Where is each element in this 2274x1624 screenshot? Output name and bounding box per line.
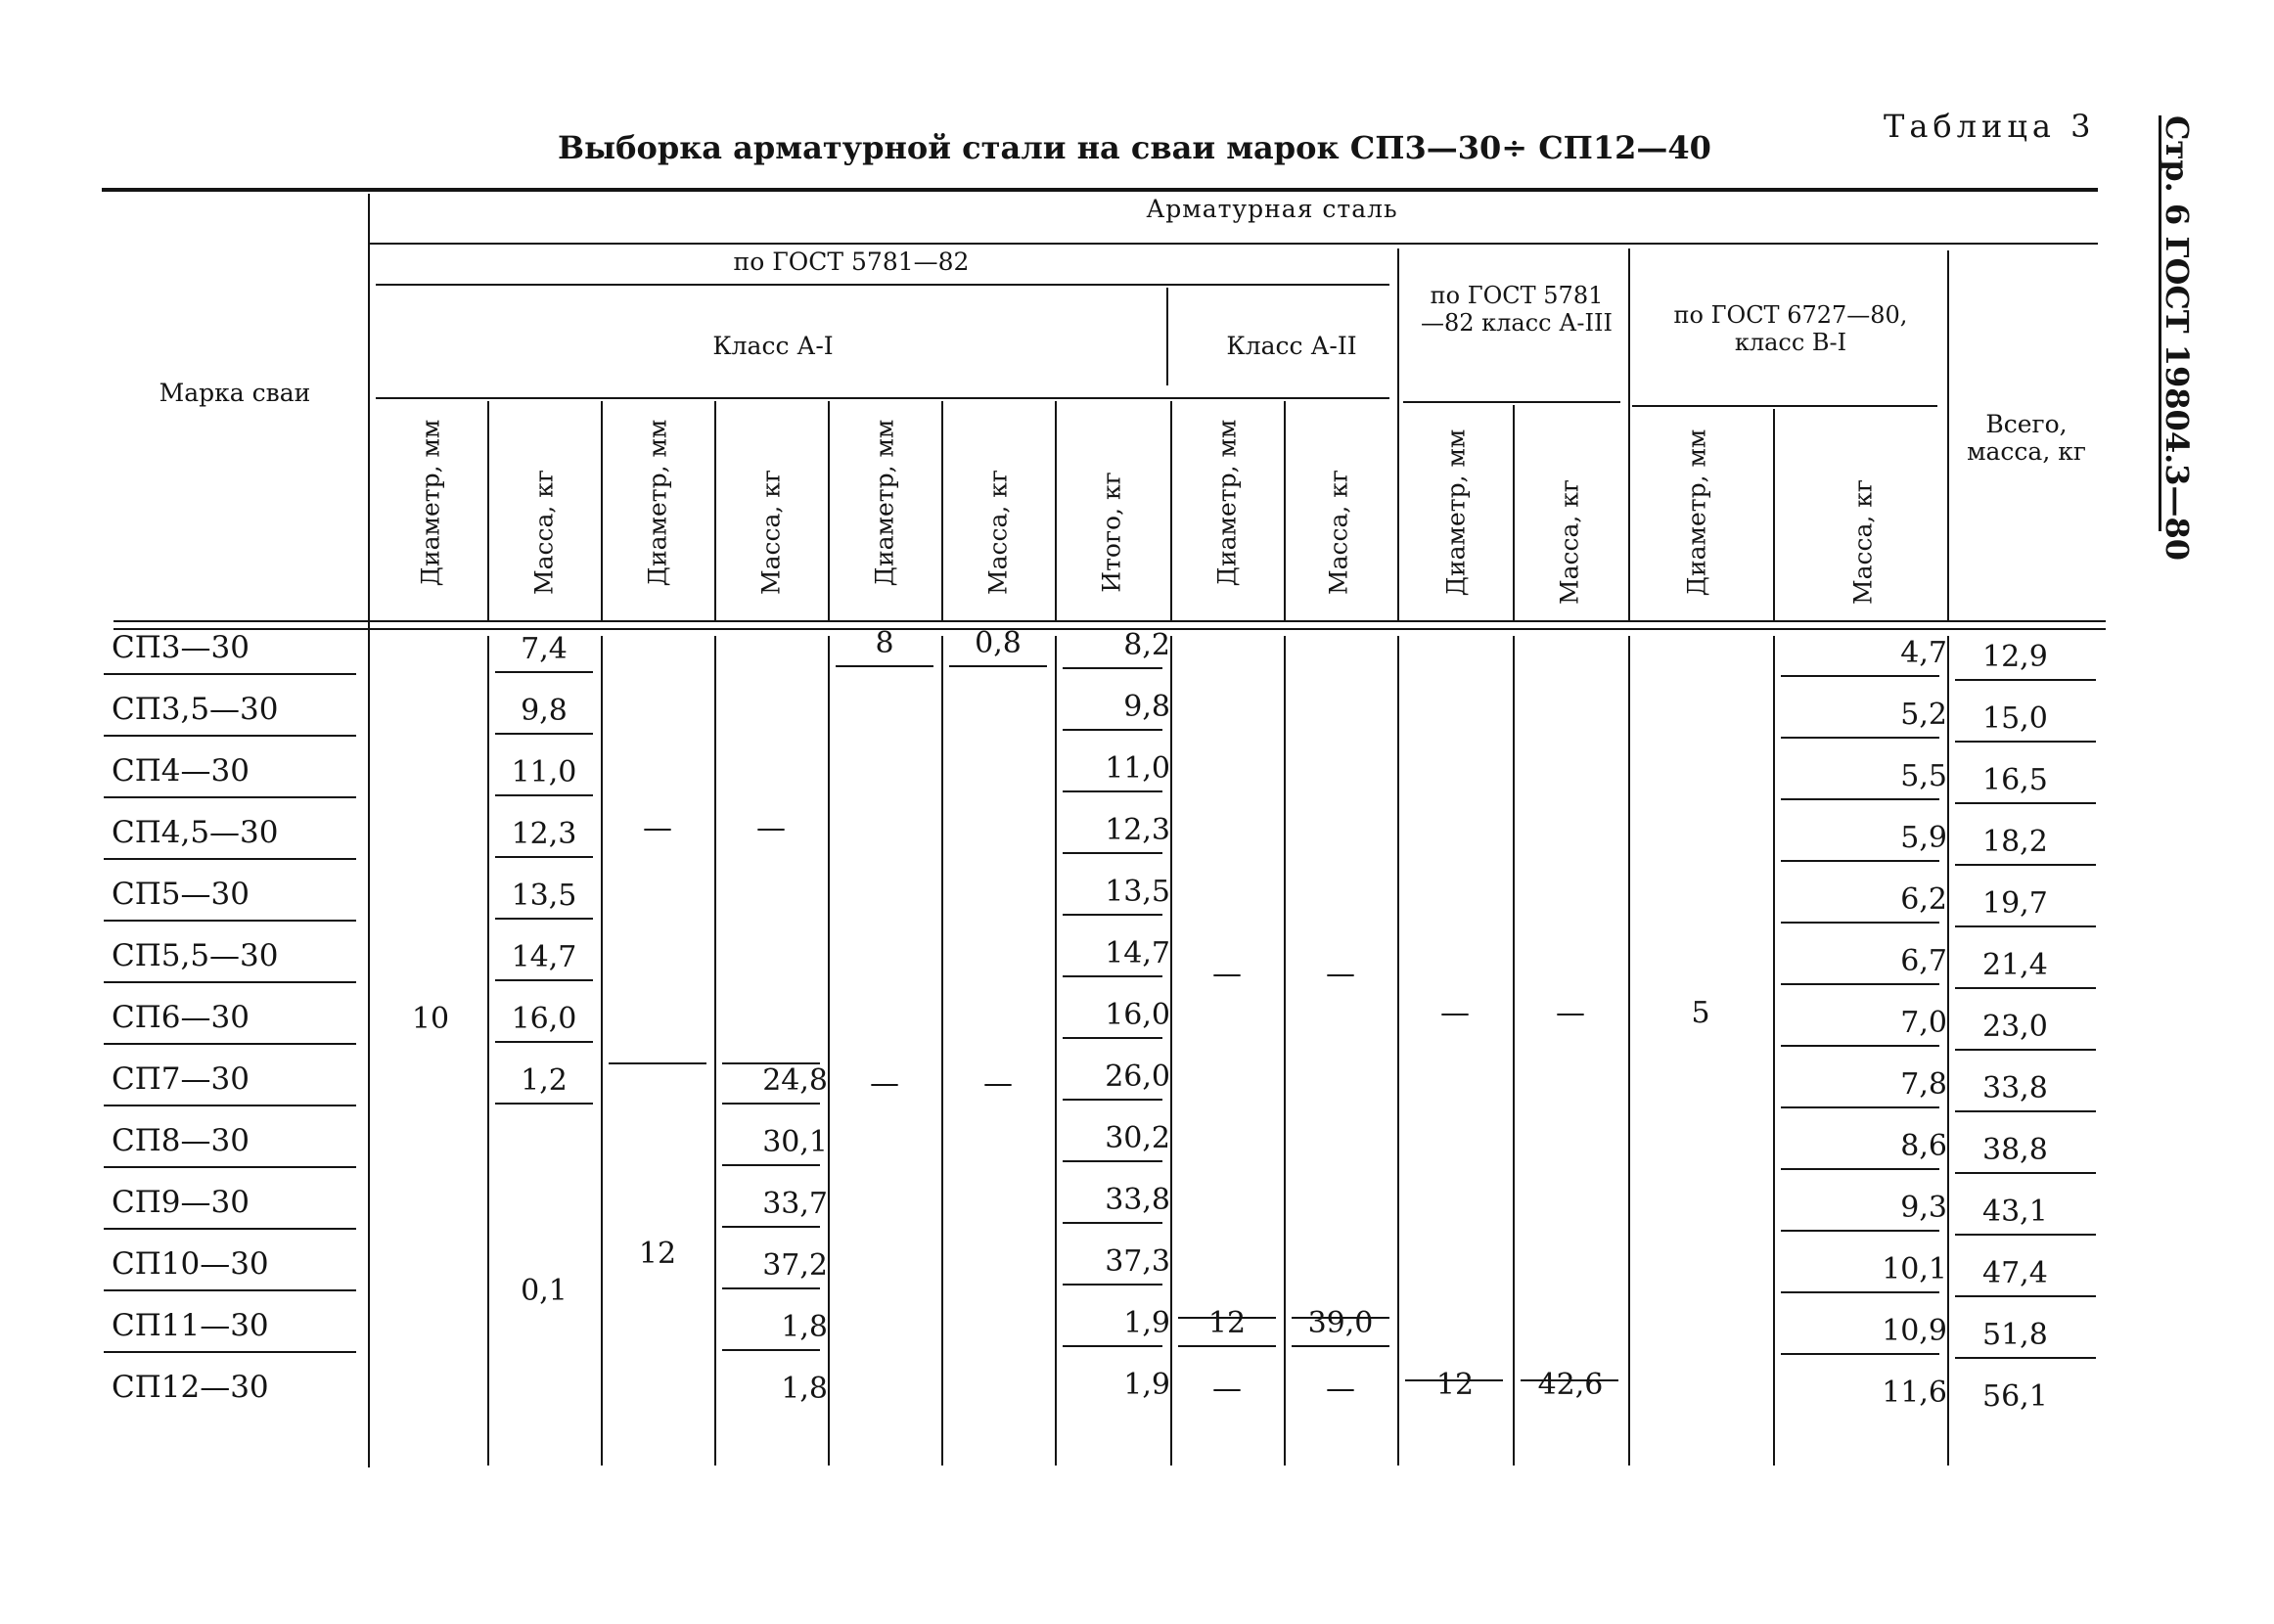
cell-underline [1781,798,1939,800]
cell-a1-m1: 0,1 [521,1274,568,1308]
col-header-a1-d2: Диаметр, мм [643,419,672,587]
header-subcol-line [941,401,943,620]
cell-underline [495,794,593,796]
row-mark-label: СП9—30 [112,1185,250,1220]
cell-a2-d: 12 [1207,1306,1247,1340]
cell-a1-d2-dash: — [643,811,672,845]
cell-a2-d-last: — [1212,1372,1242,1406]
cell-b1-m: 8,6 [1900,1129,1947,1163]
cell-underline [1781,922,1939,924]
cell-underline [722,1287,820,1289]
cell-underline [1063,729,1162,731]
cell-a1-d1: 10 [411,1002,450,1036]
cell-b1-d: 5 [1691,996,1710,1030]
cell-b1-m: 10,9 [1882,1314,1947,1348]
body-col-line [1628,636,1630,1466]
table-top-rule [102,188,2098,192]
row-mark-underline [104,673,356,675]
cell-total: 23,0 [1982,1010,2048,1044]
body-col-line [1397,636,1399,1466]
cell-total: 16,5 [1982,763,2048,797]
cell-a1-m1: 13,5 [511,879,577,913]
cell-itogo: 1,9 [1123,1306,1170,1340]
row-mark-underline [104,1351,356,1353]
row-mark-label: СП10—30 [112,1246,269,1282]
cell-underline [1955,1049,2096,1051]
row-mark-underline [104,1105,356,1106]
cell-total: 33,8 [1982,1071,2048,1105]
cell-underline [1781,1106,1939,1108]
cell-total: 47,4 [1982,1256,2048,1290]
cell-total: 21,4 [1982,948,2048,982]
header-subcol-line [601,401,603,620]
cell-underline [1955,679,2096,681]
cell-a1-d2: 12 [638,1237,677,1271]
cell-total: 18,2 [1982,825,2048,859]
table-title: Выборка арматурной стали на сваи марок СП3—30÷ СП12—40 [558,129,1711,166]
cell-a2-m-last: — [1326,1372,1355,1406]
row-mark-label: СП4,5—30 [112,815,279,850]
cell-itogo: 8,2 [1123,628,1170,662]
row-mark-underline [104,1289,356,1291]
row-mark-underline [104,858,356,860]
rule-a3 [1403,401,1620,403]
rule-classes [376,397,1389,399]
row-mark-label: СП4—30 [112,753,250,789]
cell-underline [1063,790,1162,792]
cell-a1-m1: 9,8 [521,694,568,728]
cell-itogo: 26,0 [1105,1060,1170,1094]
cell-a3-m-dash: — [1556,996,1585,1030]
cell-underline [949,665,1047,667]
col-header-b1-d: Диаметр, мм [1682,429,1711,597]
cell-underline [1292,1345,1389,1347]
cell-total: 56,1 [1982,1379,2048,1414]
cell-underline [495,1041,593,1043]
cell-total: 43,1 [1982,1195,2048,1229]
rule-gost5781 [376,284,1389,286]
cell-underline [722,1164,820,1166]
cell-b1-m: 5,5 [1900,759,1947,793]
cell-a1-m1: 7,4 [521,632,568,666]
vline-gost-a3 [1397,248,1399,620]
cell-underline [609,1062,706,1064]
cell-underline [1955,864,2096,866]
cell-total: 38,8 [1982,1133,2048,1167]
side-rule [2159,115,2161,531]
col-header-b1-m: Масса, кг [1848,478,1878,606]
cell-b1-m: 5,9 [1900,821,1947,855]
cell-total: 19,7 [1982,886,2048,921]
rule-header-bottom-1 [114,620,2106,622]
cell-itogo: 14,7 [1105,936,1170,970]
cell-a1-m2: 37,2 [762,1248,828,1283]
row-mark-label: СП12—30 [112,1370,269,1405]
cell-b1-m: 4,7 [1900,636,1947,670]
header-subcol-line [1055,401,1057,620]
row-mark-label: СП3,5—30 [112,692,279,727]
row-mark-underline [104,1043,356,1045]
cell-a1-d3: 8 [875,626,894,660]
cell-underline [1063,1160,1162,1162]
cell-a1-m2: 1,8 [781,1310,828,1344]
cell-a2-d-dash: — [1212,957,1242,991]
row-mark-label: СП7—30 [112,1061,250,1097]
header-subcol-line [487,401,489,620]
header-subcol-line [714,401,716,620]
header-total: Всего, масса, кг [1967,410,2086,466]
vline-total [1947,250,1949,620]
cell-underline [722,1226,820,1228]
row-mark-label: СП5—30 [112,877,250,912]
cell-a1-m2: 33,7 [762,1187,828,1221]
cell-underline [1063,1099,1162,1101]
cell-a1-d3-dash: — [870,1066,899,1101]
table-number-label: Таблица 3 [1884,108,2096,145]
cell-itogo: 13,5 [1105,875,1170,909]
cell-underline [722,1103,820,1105]
vline-gost-b1 [1628,248,1630,620]
cell-underline [1063,1345,1162,1347]
cell-underline [1955,987,2096,989]
cell-underline [1063,1222,1162,1224]
body-col-line [601,636,603,1466]
cell-underline [1781,1230,1939,1232]
cell-underline [722,1349,820,1351]
cell-b1-m: 10,1 [1882,1252,1947,1286]
header-subcol-line [828,401,830,620]
cell-underline [1955,1295,2096,1297]
cell-a1-m1: 16,0 [511,1002,577,1036]
cell-underline [1955,1234,2096,1236]
cell-b1-m: 11,6 [1882,1376,1947,1410]
col-header-a3-m: Масса, кг [1555,478,1584,606]
header-subcol-line [1284,401,1286,620]
cell-b1-m: 6,2 [1900,882,1947,917]
cell-underline [1955,1110,2096,1112]
cell-underline [1781,1168,1939,1170]
cell-underline [1781,1291,1939,1293]
header-subcol-line [1513,405,1515,620]
cell-itogo: 12,3 [1105,813,1170,847]
rule-steel [370,243,2098,245]
body-col-line [1513,636,1515,1466]
cell-a1-m1: 11,0 [511,755,577,789]
row-mark-underline [104,981,356,983]
row-mark-underline [104,1228,356,1230]
row-mark-label: СП11—30 [112,1308,269,1343]
cell-a1-m3: 0,8 [975,626,1022,660]
header-class-a2: Класс А-II [1226,332,1357,360]
row-mark-underline [104,796,356,798]
cell-underline [1955,925,2096,927]
cell-underline [1955,1357,2096,1359]
cell-itogo: 9,8 [1123,690,1170,724]
cell-b1-m: 5,2 [1900,698,1947,732]
cell-b1-m: 7,0 [1900,1006,1947,1040]
row-mark-underline [104,735,356,737]
col-header-a1-m2: Масса, кг [756,469,786,596]
cell-underline [495,733,593,735]
cell-underline [1781,860,1939,862]
header-gost5781: по ГОСТ 5781—82 [733,248,970,276]
col-header-a3-d: Диаметр, мм [1441,429,1471,597]
cell-underline [1781,675,1939,677]
cell-itogo: 30,2 [1105,1121,1170,1155]
cell-a2-m: 39,0 [1307,1306,1374,1340]
col-header-itogo: Итого, кг [1097,472,1126,593]
cell-underline [1063,667,1162,669]
cell-a1-m1: 14,7 [511,940,577,974]
cell-itogo: 1,9 [1123,1368,1170,1402]
header-subcol-line [1170,401,1172,620]
cell-underline [1781,983,1939,985]
cell-underline [836,665,933,667]
cell-itogo: 11,0 [1105,751,1170,786]
cell-a1-m3-dash: — [983,1066,1013,1101]
header-subcol-line [1773,409,1775,620]
cell-a1-m1: 12,3 [511,817,577,851]
row-mark-label: СП3—30 [112,630,250,665]
row-mark-label: СП5,5—30 [112,938,279,973]
cell-underline [1781,1353,1939,1355]
cell-itogo: 16,0 [1105,998,1170,1032]
cell-total: 15,0 [1982,701,2048,736]
cell-a3-m: 42,6 [1537,1368,1604,1402]
col-header-a1-m3: Масса, кг [983,469,1013,596]
cell-b1-m: 9,3 [1900,1191,1947,1225]
cell-underline [1781,737,1939,739]
header-gost-a3: по ГОСТ 5781—82 класс А-III [1421,282,1613,337]
row-mark-underline [104,1166,356,1168]
cell-underline [495,856,593,858]
cell-underline [1955,741,2096,743]
cell-b1-m: 6,7 [1900,944,1947,978]
cell-a1-m2: 30,1 [762,1125,828,1159]
cell-a3-d: 12 [1435,1368,1475,1402]
cell-a1-m2: 24,8 [762,1063,828,1098]
cell-underline [1063,1037,1162,1039]
cell-underline [1063,975,1162,977]
cell-itogo: 37,3 [1105,1244,1170,1279]
cell-underline [495,979,593,981]
cell-total: 12,9 [1982,640,2048,674]
row-mark-underline [104,920,356,922]
header-mark: Марка сваи [159,379,311,407]
header-steel: Арматурная сталь [1146,195,1398,223]
cell-underline [1955,802,2096,804]
cell-total: 51,8 [1982,1318,2048,1352]
cell-underline [495,918,593,920]
row-mark-label: СП6—30 [112,1000,250,1035]
body-col-line [941,636,943,1466]
col-header-a1-d3: Диаметр, мм [870,419,899,587]
header-class-a1: Класс А-I [712,332,834,360]
row-mark-label: СП8—30 [112,1123,250,1158]
col-header-a2-m: Масса, кг [1324,469,1353,596]
cell-a3-d-dash: — [1440,996,1470,1030]
vline-a1-a2 [1166,288,1168,385]
cell-itogo: 33,8 [1105,1183,1170,1217]
page-side-header: Стр. 6 ГОСТ 19804.3—80 [2159,115,2196,562]
cell-b1-m: 7,8 [1900,1067,1947,1102]
col-header-a1-m1: Масса, кг [529,469,559,596]
cell-underline [1063,852,1162,854]
cell-underline [1063,1284,1162,1286]
cell-underline [1063,914,1162,916]
col-header-a1-d1: Диаметр, мм [416,419,445,587]
cell-a1-m1: 1,2 [521,1063,568,1098]
cell-underline [1955,1172,2096,1174]
vline-mark [368,194,370,1467]
cell-underline [1178,1345,1276,1347]
col-header-a2-d: Диаметр, мм [1212,419,1242,587]
cell-underline [1781,1045,1939,1047]
cell-a1-m2-dash: — [756,811,786,845]
cell-a2-m-dash: — [1326,957,1355,991]
cell-a1-m2: 1,8 [781,1372,828,1406]
rule-b1 [1632,405,1937,407]
cell-underline [495,1103,593,1105]
header-gost-b1: по ГОСТ 6727—80, класс В-I [1673,301,1908,356]
cell-underline [495,671,593,673]
